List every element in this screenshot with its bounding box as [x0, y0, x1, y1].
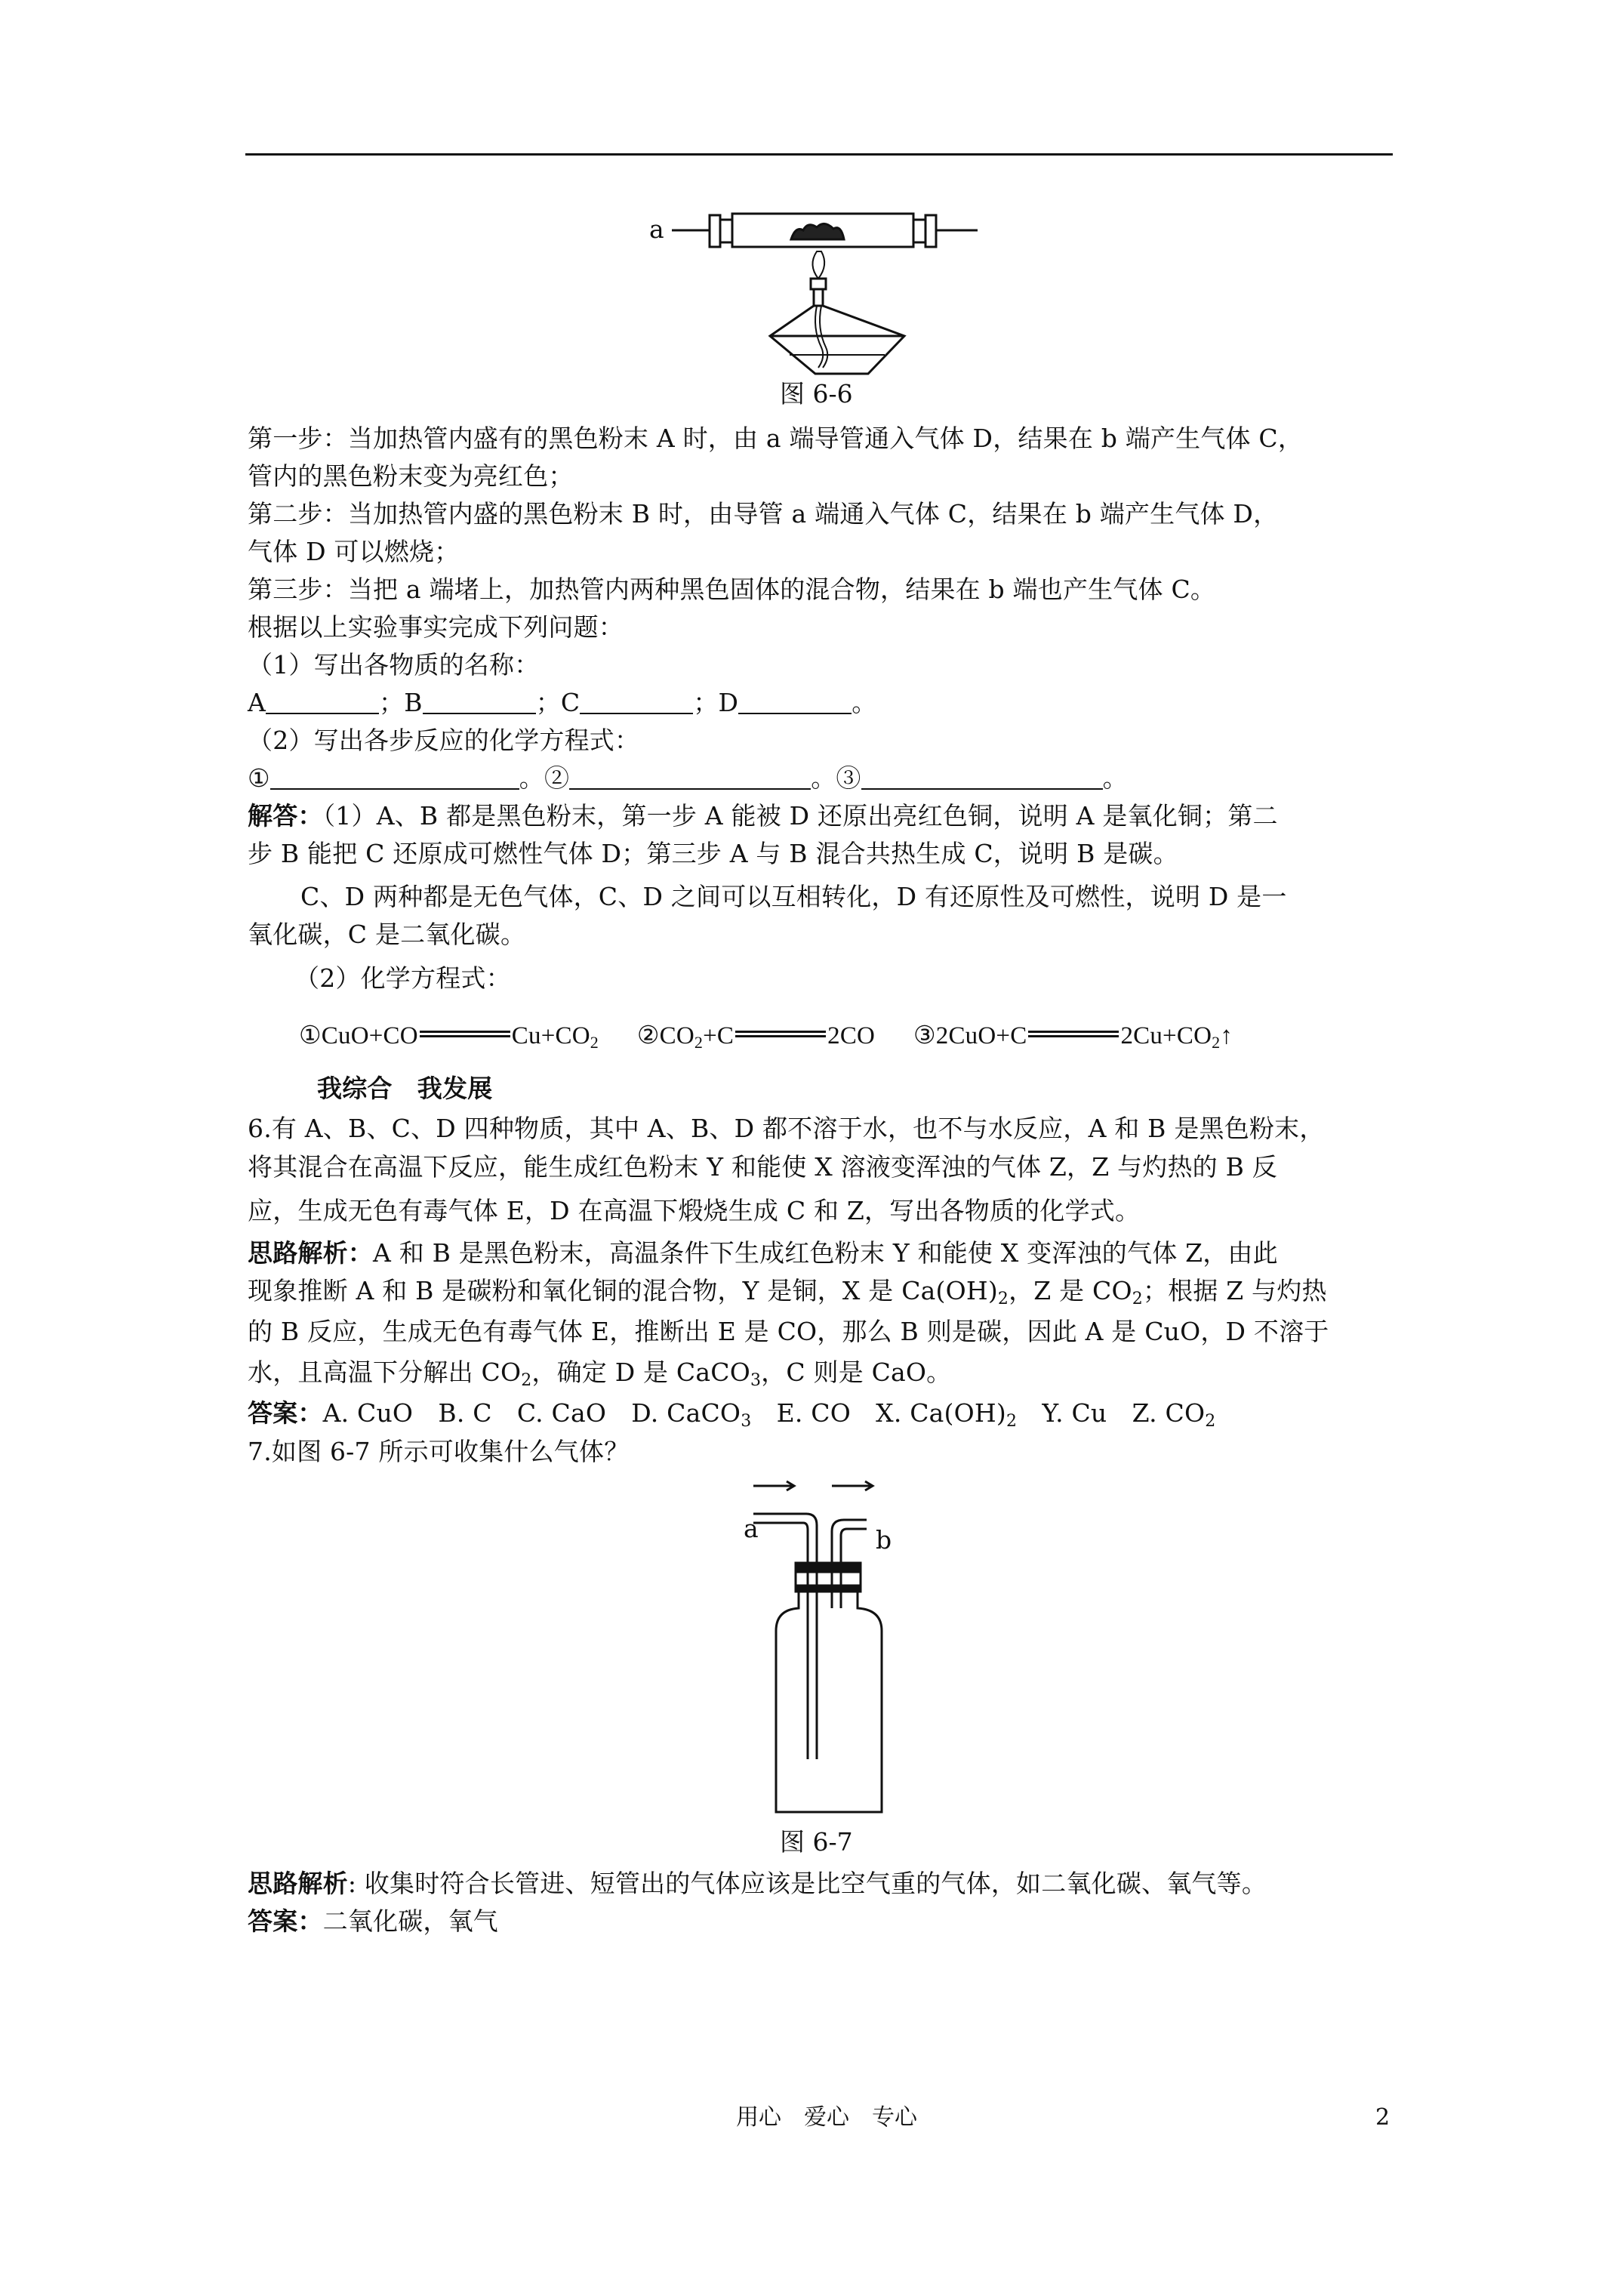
p6-analysis-line — [248, 1356, 951, 1389]
p5-answer-line: 步 B 能把 C 还原成可燃性气体 D；第三步 A 与 B 混合共热生成 C，说明 B 是碳。 — [248, 839, 1178, 868]
answer-text: Y. Cu Z. CO — [1017, 1398, 1206, 1428]
analysis-text: ；根据 Z 与灼热 — [1142, 1276, 1327, 1305]
p5-line: 气体 D 可以燃烧； — [248, 537, 460, 566]
equation-blank-1[interactable] — [270, 766, 519, 790]
answer-blank-c[interactable] — [580, 690, 693, 714]
section-heading: 我综合 我发展 — [317, 1074, 493, 1103]
equation-2-right: 2CO — [827, 1022, 876, 1049]
analysis-text: ，确定 D 是 CaCO — [531, 1358, 750, 1387]
equation-blank-3[interactable] — [861, 766, 1103, 790]
answer-text: 二氧化碳，氧气 — [322, 1906, 499, 1936]
analysis-text: A 和 B 是黑色粉末，高温条件下生成红色粉末 Y 和能使 X 变浑浊的气体 Z，由此 — [373, 1238, 1278, 1268]
p5-answer-line — [248, 800, 1278, 833]
p5-answer-line: C、D 两种都是无色气体，C、D 之间可以互相转化，D 有还原性及可燃性，说明 D 是一 — [300, 882, 1287, 911]
equals-sign — [1028, 1031, 1119, 1037]
subscript: 2 — [1212, 1033, 1221, 1052]
p5-line: 第三步：当把 a 端堵上，加热管内两种黑色固体的混合物，结果在 b 端也产生气体 C。 — [248, 575, 1216, 604]
blank-label-c: ；C — [535, 688, 581, 717]
equation-2-plus: +C — [703, 1022, 735, 1049]
p5-answer-line: （2）化学方程式： — [294, 963, 511, 993]
figure-6-7-caption: 图 6-7 — [780, 1827, 853, 1857]
answer-label: 答案： — [248, 1398, 323, 1428]
heating-tube-apparatus-figure — [642, 193, 996, 381]
figure-6-6-caption: 图 6-6 — [780, 379, 853, 408]
tube-label-a: a — [649, 214, 664, 244]
blank-label-a: A — [248, 688, 266, 717]
equals-sign — [735, 1031, 826, 1037]
subscript: 3 — [750, 1371, 762, 1390]
p6-analysis-line: 的 B 反应，生成无色有毒气体 E，推断出 E 是 CO，那么 B 则是碳，因此 A 是 CuO，D 不溶于 — [248, 1317, 1329, 1346]
p6-analysis-line — [248, 1237, 1278, 1270]
analysis-text: : 收集时符合长管进、短管出的气体应该是比空气重的气体，如二氧化碳、氧气等。 — [347, 1869, 1267, 1898]
equation-3-left: ③2CuO+C — [913, 1022, 1027, 1049]
page-number: 2 — [1375, 2104, 1390, 2131]
analysis-text: ，C 则是 CaO。 — [761, 1358, 952, 1387]
equation-1-right: Cu+CO — [511, 1022, 590, 1049]
blank-label-b: ；B — [379, 688, 423, 717]
answer-text: A. CuO B. C C. CaO D. CaCO — [322, 1398, 741, 1428]
p5-answer-line: 氧化碳，C 是二氧化碳。 — [248, 920, 526, 949]
analysis-label: 思路解析 — [248, 1869, 348, 1898]
p5-line: 第一步：当加热管内盛有的黑色粉末 A 时，由 a 端导管通入气体 D，结果在 b 端产生气体 C， — [248, 424, 1304, 453]
equation-blank-2[interactable] — [569, 766, 811, 790]
blank-label-d: ；D — [693, 688, 739, 717]
equation-3-right: 2Cu+CO — [1120, 1022, 1212, 1049]
p6-analysis-line — [248, 1274, 1327, 1308]
p5-names-row — [248, 686, 876, 720]
p5-equations — [299, 1019, 1233, 1052]
p5-line: 管内的黑色粉末变为亮红色； — [248, 461, 574, 491]
subscript: 2 — [694, 1033, 704, 1052]
eq-blank-label-1: ① — [248, 763, 270, 793]
p6-line: 将其混合在高温下反应，能生成红色粉末 Y 和能使 X 溶液变浑浊的气体 Z，Z 与灼热的 B 反 — [248, 1152, 1277, 1182]
answer-text: （1）A、B 都是黑色粉末，第一步 A 能被 D 还原出亮红色铜，说明 A 是氧化铜；第二 — [322, 801, 1278, 831]
p5-q1: （1）写出各物质的名称： — [248, 650, 540, 680]
p7-answer-line — [248, 1905, 498, 1938]
answer-blank-b[interactable] — [423, 690, 536, 714]
p5-equation-blanks — [248, 762, 1128, 795]
subscript: 2 — [1205, 1412, 1216, 1431]
p7-question: 7.如图 6-7 所示可收集什么气体？ — [248, 1437, 630, 1466]
blank-end: 。 — [852, 688, 877, 717]
answer-text: E. CO X. Ca(OH) — [751, 1398, 1006, 1428]
answer-blank-a[interactable] — [266, 690, 379, 714]
gas-arrow-icon: ↑ — [1220, 1022, 1233, 1049]
analysis-label: 思路解析： — [248, 1238, 373, 1268]
analysis-text: 水，且高温下分解出 CO — [248, 1358, 522, 1387]
eq-blank-label-2: 。② — [519, 763, 570, 793]
equals-sign — [420, 1031, 510, 1037]
header-rule — [245, 153, 1393, 156]
answer-label: 答案： — [248, 1906, 323, 1936]
p6-line: 应，生成无色有毒气体 E，D 在高温下煅烧生成 C 和 Z，写出各物质的化学式。 — [248, 1196, 1141, 1225]
p7-analysis-line — [248, 1867, 1267, 1900]
bottle-label-b: b — [876, 1525, 892, 1555]
eq-blank-end: 。 — [1102, 763, 1128, 793]
answer-blank-d[interactable] — [738, 690, 852, 714]
equation-1-left: ①CuO+CO — [299, 1022, 418, 1049]
p6-answer-line — [248, 1397, 1215, 1430]
answer-label: 解答： — [248, 801, 323, 831]
subscript: 2 — [1132, 1290, 1143, 1308]
p5-line: 第二步：当加热管内盛的黑色粉末 B 时，由导管 a 端通入气体 C，结果在 b 端产生气体 D， — [248, 499, 1279, 529]
subscript: 2 — [1006, 1412, 1018, 1431]
equation-2-left: ②CO — [636, 1022, 694, 1049]
analysis-text: ，Z 是 CO — [1009, 1276, 1132, 1305]
p5-line: 根据以上实验事实完成下列问题： — [248, 612, 624, 642]
subscript: 2 — [590, 1033, 599, 1052]
bottle-label-a: a — [744, 1514, 759, 1543]
p6-line: 6.有 A、B、C、D 四种物质，其中 A、B、D 都不溶于水，也不与水反应，A 和 B 是黑色粉末， — [248, 1114, 1325, 1143]
subscript: 3 — [741, 1412, 752, 1431]
eq-blank-label-3: 。③ — [811, 763, 861, 793]
footer-motto: 用心 爱心 专心 — [736, 2104, 917, 2131]
subscript: 2 — [997, 1290, 1009, 1308]
analysis-text: 现象推断 A 和 B 是碳粉和氧化铜的混合物，Y 是铜，X 是 Ca(OH) — [248, 1276, 998, 1305]
subscript: 2 — [521, 1371, 532, 1390]
p5-q2: （2）写出各步反应的化学方程式： — [248, 726, 640, 755]
